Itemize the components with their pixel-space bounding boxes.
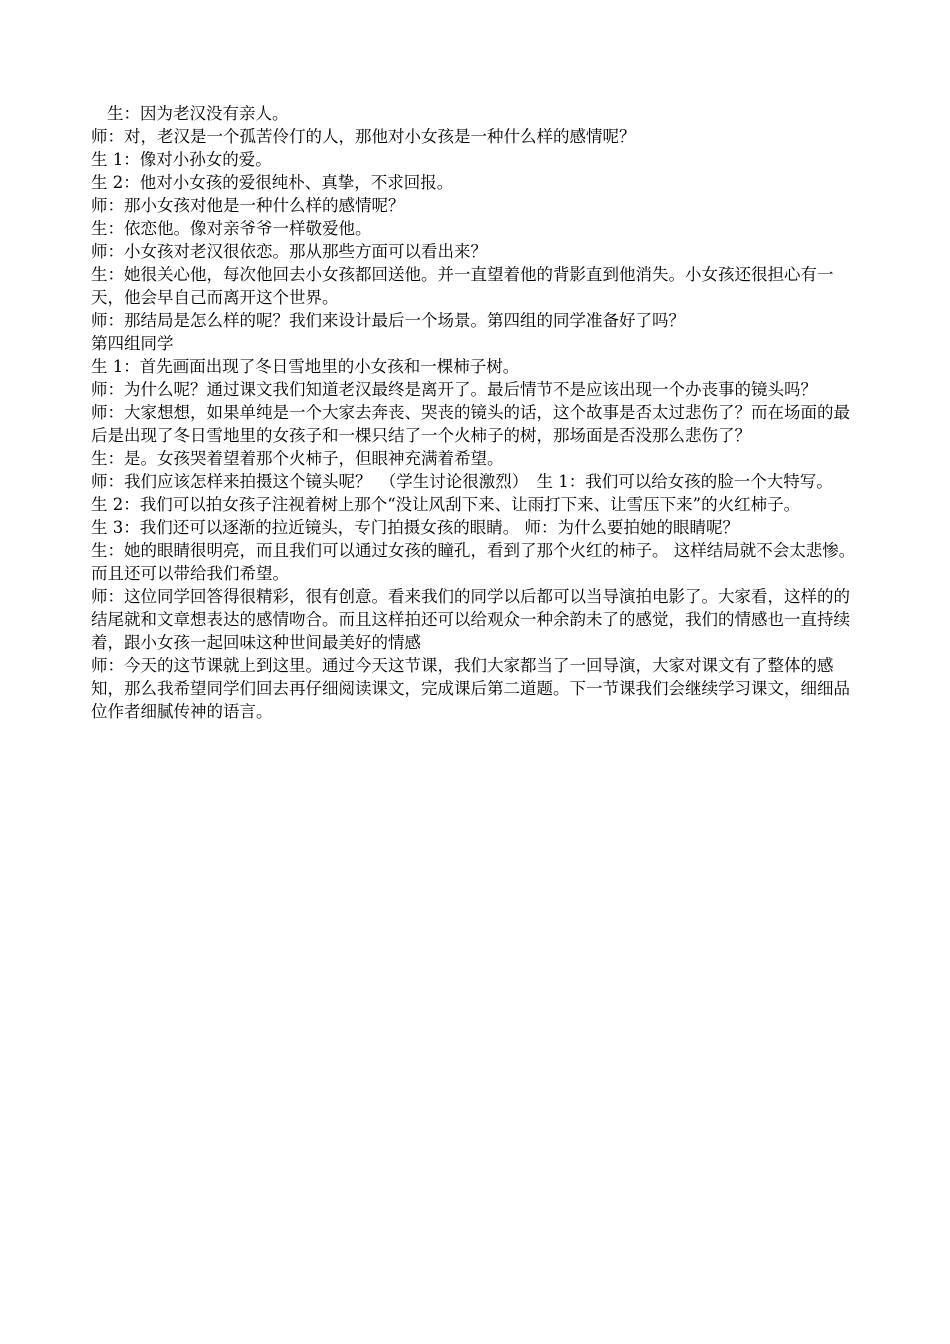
paragraph: 师：那小女孩对他是一种什么样的感情呢？ — [91, 196, 405, 215]
paragraph: 生：是。女孩哭着望着那个火柿子，但眼神充满着希望。 — [91, 449, 504, 468]
paragraph: 生 1：像对小孙女的爱。 — [91, 150, 272, 169]
section-heading: 第四组同学 — [91, 334, 174, 353]
paragraph: 师：这位同学回答得很精彩，很有创意。看来我们的同学以后都可以当导演拍电影了。大家看，这样的的结尾就和文章想表达的感情吻合。而且这样拍还可以给观众一种余韵未了的感觉，我们的情感也一直持续着，跟小女孩一起回味这种世间最美好的情感 — [91, 587, 850, 652]
paragraph: 生：依恋他。像对亲爷爷一样敬爱他。 — [91, 219, 372, 238]
paragraph: 师：为什么呢？通过课文我们知道老汉最终是离开了。最后情节不是应该出现一个办丧事的镜头吗？ — [91, 380, 817, 399]
document-body — [91, 102, 863, 723]
paragraph: 师：我们应该怎样来拍摄这个镜头呢？ （学生讨论很激烈） 生 1：我们可以给女孩的脸一个大特写。 — [91, 472, 833, 491]
paragraph: 师：今天的这节课就上到这里。通过今天这节课，我们大家都当了一回导演，大家对课文有了整体的感知，那么我希望同学们回去再仔细阅读课文，完成课后第二道题。下一节课我们会继续学习课文，细细品位作者细腻传神的语言。 — [91, 656, 850, 721]
paragraph: 师：小女孩对老汉很依恋。那从那些方面可以看出来？ — [91, 242, 487, 261]
paragraph: 师：那结局是怎么样的呢？我们来设计最后一个场景。第四组的同学准备好了吗？ — [91, 311, 685, 330]
paragraph: 生 2：他对小女孩的爱很纯朴、真挚，不求回报。 — [91, 173, 454, 192]
paragraph: 生 3：我们还可以逐渐的拉近镜头，专门拍摄女孩的眼睛。 师：为什么要拍她的眼睛呢？ — [91, 518, 739, 537]
paragraph: 生 2：我们可以拍女孩子注视着树上那个“没让风刮下来、让雨打下来、让雪压下来”的火红柿子。 — [91, 495, 801, 514]
paragraph: 生：因为老汉没有亲人。 — [107, 104, 289, 123]
paragraph: 生：她很关心他，每次他回去小女孩都回送他。并一直望着他的背影直到他消失。小女孩还很担心有一天，他会早自己而离开这个世界。 — [91, 265, 834, 307]
paragraph: 生：她的眼睛很明亮，而且我们可以通过女孩的瞳孔，看到了那个火红的柿子。 这样结局就不会太悲惨。而且还可以带给我们希望。 — [91, 541, 856, 583]
paragraph: 生 1：首先画面出现了冬日雪地里的小女孩和一棵柿子树。 — [91, 357, 520, 376]
paragraph: 师：对，老汉是一个孤苦伶仃的人，那他对小女孩是一种什么样的感情呢？ — [91, 127, 636, 146]
paragraph: 师：大家想想，如果单纯是一个大家去奔丧、哭丧的镜头的话，这个故事是否太过悲伤了？而在场面的最后是出现了冬日雪地里的女孩子和一棵只结了一个火柿子的树，那场面是否没那么悲伤了？ — [91, 403, 850, 445]
